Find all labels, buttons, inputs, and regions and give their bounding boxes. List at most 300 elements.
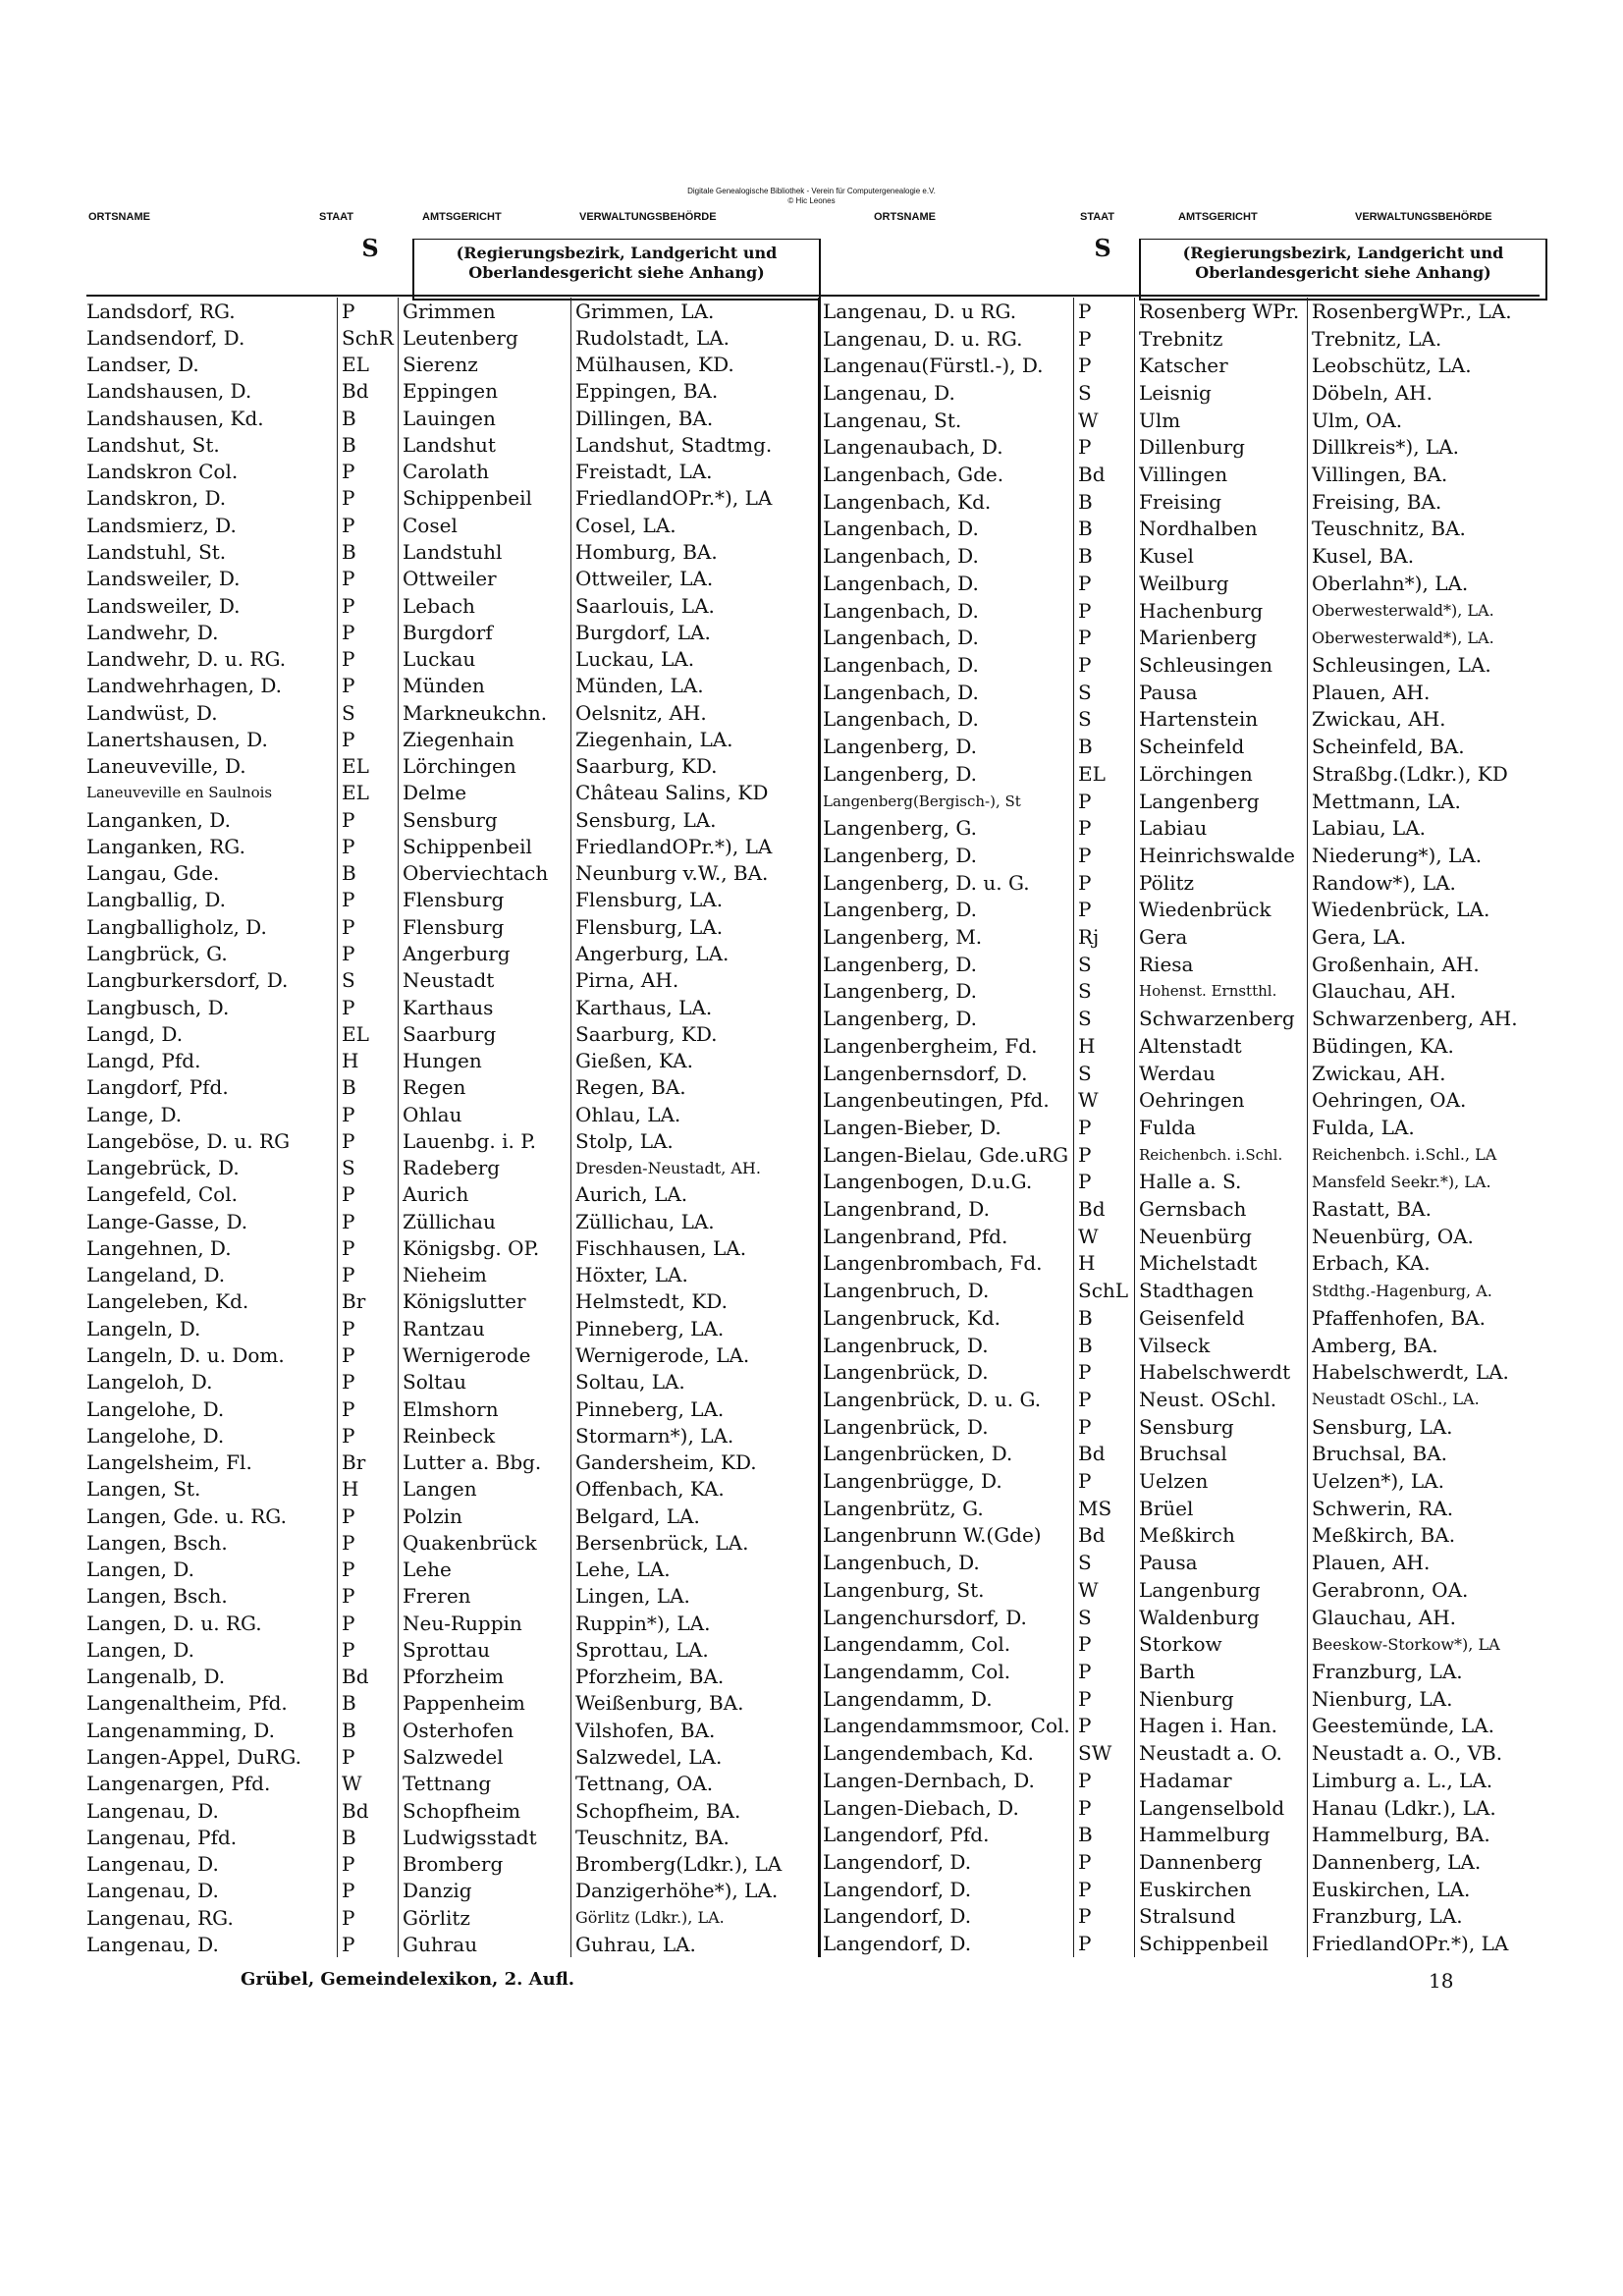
- table-row: [823, 542, 1540, 570]
- administration-cell: Cosel, LA.: [570, 512, 818, 538]
- table-row: [86, 1155, 818, 1181]
- district-court-cell: Ottweiler: [398, 566, 570, 592]
- place-name-cell: Langen-Appel, DuRG.: [86, 1744, 301, 1769]
- table-row: [86, 994, 818, 1020]
- state-cell: S: [1073, 679, 1134, 706]
- state-cell: EL: [1073, 760, 1134, 788]
- state-cell: P: [337, 1341, 398, 1368]
- table-row: [823, 733, 1540, 760]
- table-row: [823, 624, 1540, 651]
- place-name-cell: Langenau, St.: [823, 408, 962, 432]
- place-name-cell: Langenau, D.: [86, 1932, 219, 1956]
- district-court-cell: Freren: [398, 1583, 570, 1610]
- state-cell: SW: [1073, 1739, 1134, 1767]
- district-court-cell: Karthaus: [398, 994, 570, 1020]
- administration-cell: Teuschnitz, BA.: [570, 1824, 818, 1850]
- state-cell: S: [1073, 1005, 1134, 1032]
- table-row: [823, 1169, 1540, 1196]
- district-court-cell: Schippenbeil: [1134, 1930, 1307, 1957]
- district-court-cell: Neust. OSchl.: [1134, 1386, 1307, 1413]
- table-row: [86, 459, 818, 485]
- district-court-cell: Kusel: [1134, 542, 1307, 570]
- state-cell: P: [1073, 1902, 1134, 1930]
- administration-cell: Guhrau, LA.: [570, 1931, 818, 1957]
- state-cell: P: [337, 1743, 398, 1770]
- place-name-cell: Langenbuch, D.: [823, 1551, 980, 1575]
- state-cell: B: [337, 431, 398, 458]
- administration-cell: Labiau, LA.: [1307, 814, 1540, 842]
- place-name-cell: Langendorf, D.: [823, 1932, 972, 1956]
- table-row: [823, 1658, 1540, 1685]
- table-row: [86, 592, 818, 619]
- district-court-cell: Habelschwerdt: [1134, 1358, 1307, 1386]
- administration-cell: Tettnang, OA.: [570, 1771, 818, 1797]
- table-row: [823, 1386, 1540, 1413]
- state-cell: P: [1073, 1876, 1134, 1903]
- place-name-cell: Langenbach, D.: [823, 680, 979, 704]
- administration-cell: Sensburg, LA.: [1307, 1413, 1540, 1441]
- administration-cell: Meßkirch, BA.: [1307, 1522, 1540, 1550]
- header-amtsgericht-right: AMTSGERICHT: [1178, 211, 1258, 223]
- administration-cell: Dannenberg, LA.: [1307, 1848, 1540, 1876]
- administration-cell: Wiedenbrück, LA.: [1307, 896, 1540, 923]
- state-cell: P: [1073, 1685, 1134, 1713]
- place-name-cell: Langballigholz, D.: [86, 914, 267, 939]
- administration-cell: Eppingen, BA.: [570, 378, 818, 405]
- administration-cell: Oehringen, OA.: [1307, 1086, 1540, 1114]
- administration-cell: Freising, BA.: [1307, 488, 1540, 516]
- administration-cell: Neuenbürg, OA.: [1307, 1223, 1540, 1250]
- administration-cell: Pforzheim, BA.: [570, 1664, 818, 1690]
- table-row: [86, 1824, 818, 1850]
- state-cell: Bd: [337, 378, 398, 405]
- state-cell: P: [337, 1850, 398, 1877]
- place-name-cell: Langdorf, Pfd.: [86, 1075, 229, 1100]
- administration-cell: Scheinfeld, BA.: [1307, 733, 1540, 760]
- administration-cell: Landshut, Stadtmg.: [570, 431, 818, 458]
- state-cell: P: [1073, 869, 1134, 897]
- district-court-cell: Marienberg: [1134, 624, 1307, 651]
- place-name-cell: Langenbruck, D.: [823, 1333, 989, 1357]
- place-name-cell: Langanken, D.: [86, 807, 231, 832]
- administration-cell: Zwickau, AH.: [1307, 1060, 1540, 1087]
- administration-cell: Belgard, LA.: [570, 1503, 818, 1529]
- administration-cell: Gandersheim, KD.: [570, 1449, 818, 1475]
- place-name-cell: Langenargen, Pfd.: [86, 1772, 271, 1796]
- administration-cell: Hanau (Ldkr.), LA.: [1307, 1794, 1540, 1822]
- administration-cell: Freistadt, LA.: [570, 459, 818, 485]
- place-name-cell: Laneuveville, D.: [86, 754, 246, 779]
- district-court-cell: Neu-Ruppin: [398, 1610, 570, 1636]
- subheader-note-right: (Regierungsbezirk, Landgericht und Oberlandesgericht siehe Anhang): [1139, 239, 1547, 301]
- state-cell: W: [1073, 1576, 1134, 1604]
- administration-cell: Dillkreis*), LA.: [1307, 434, 1540, 462]
- table-row: [823, 1141, 1540, 1169]
- place-name-cell: Langen-Diebach, D.: [823, 1795, 1019, 1820]
- table-row: [86, 1503, 818, 1529]
- place-name-cell: Langbusch, D.: [86, 995, 230, 1019]
- district-court-cell: Carolath: [398, 459, 570, 485]
- district-court-cell: Lutter a. Bbg.: [398, 1449, 570, 1475]
- administration-cell: Gera, LA.: [1307, 923, 1540, 951]
- administration-cell: Mansfeld Seekr.*), LA.: [1307, 1169, 1540, 1196]
- table-row: [823, 706, 1540, 734]
- place-name-cell: Langenbrück, D. u. G.: [823, 1387, 1042, 1411]
- place-name-cell: Landskron Col.: [86, 460, 239, 484]
- district-court-cell: Heinrichswalde: [1134, 842, 1307, 869]
- place-name-cell: Landwehrhagen, D.: [86, 674, 283, 698]
- place-name-cell: Langenau, RG.: [86, 1905, 234, 1930]
- district-court-cell: Hohenst. Ernstthl.: [1134, 978, 1307, 1006]
- table-row: [86, 1743, 818, 1770]
- table-row: [823, 516, 1540, 543]
- district-court-cell: Euskirchen: [1134, 1876, 1307, 1903]
- place-name-cell: Langenberg, D.: [823, 735, 978, 759]
- district-court-cell: Ohlau: [398, 1101, 570, 1127]
- table-row: [823, 842, 1540, 869]
- administration-cell: Rudolstadt, LA.: [570, 324, 818, 351]
- place-name-cell: Langeln, D.: [86, 1316, 201, 1340]
- district-court-cell: Königslutter: [398, 1288, 570, 1315]
- header-amtsgericht-left: AMTSGERICHT: [422, 211, 502, 223]
- table-row: [823, 407, 1540, 434]
- administration-cell: Stormarn*), LA.: [570, 1422, 818, 1449]
- state-cell: P: [337, 1127, 398, 1154]
- district-court-cell: Elmshorn: [398, 1395, 570, 1422]
- district-court-cell: Wiedenbrück: [1134, 896, 1307, 923]
- administration-cell: Plauen, AH.: [1307, 1549, 1540, 1576]
- administration-cell: Straßbg.(Ldkr.), KD: [1307, 760, 1540, 788]
- district-court-cell: Pausa: [1134, 679, 1307, 706]
- place-name-cell: Langenbach, D.: [823, 626, 979, 650]
- table-row: [823, 651, 1540, 679]
- administration-cell: Château Salins, KD: [570, 780, 818, 806]
- state-cell: B: [337, 1074, 398, 1101]
- state-cell: EL: [337, 352, 398, 378]
- table-row: [823, 1032, 1540, 1060]
- state-cell: S: [337, 699, 398, 726]
- administration-cell: Pinneberg, LA.: [570, 1395, 818, 1422]
- place-name-cell: Langenberg, D.: [823, 761, 978, 786]
- state-cell: P: [1073, 788, 1134, 815]
- place-name-cell: Langenberg, G.: [823, 816, 977, 841]
- place-name-cell: Langen-Dernbach, D.: [823, 1768, 1035, 1792]
- place-name-cell: Langendamm, Col.: [823, 1660, 1011, 1683]
- administration-cell: Gerabronn, OA.: [1307, 1576, 1540, 1604]
- table-row: [86, 1717, 818, 1743]
- administration-cell: Neunburg v.W., BA.: [570, 860, 818, 887]
- district-court-cell: Lehe: [398, 1556, 570, 1582]
- table-row: [86, 1422, 818, 1449]
- state-cell: Bd: [1073, 1522, 1134, 1550]
- district-court-cell: Vilseck: [1134, 1332, 1307, 1359]
- place-name-cell: Langen, D. u. RG.: [86, 1611, 262, 1635]
- state-cell: P: [1073, 624, 1134, 651]
- administration-cell: Randow*), LA.: [1307, 869, 1540, 897]
- administration-cell: Bromberg(Ldkr.), LA: [570, 1850, 818, 1877]
- place-name-cell: Langenbrück, D.: [823, 1360, 989, 1385]
- district-court-cell: Aurich: [398, 1181, 570, 1208]
- administration-cell: Vilshofen, BA.: [570, 1717, 818, 1743]
- state-cell: P: [337, 806, 398, 833]
- table-row: [86, 699, 818, 726]
- state-cell: P: [337, 592, 398, 619]
- place-name-cell: Landwehr, D. u. RG.: [86, 647, 287, 672]
- district-court-cell: Tettnang: [398, 1771, 570, 1797]
- table-row: [823, 352, 1540, 379]
- district-court-cell: Sprottau: [398, 1636, 570, 1663]
- district-court-cell: Langenselbold: [1134, 1794, 1307, 1822]
- place-name-cell: Langenbrand, Pfd.: [823, 1224, 1008, 1248]
- district-court-cell: Nordhalben: [1134, 516, 1307, 543]
- administration-cell: Reichenbch. i.Schl., LA: [1307, 1141, 1540, 1169]
- state-cell: P: [337, 459, 398, 485]
- state-cell: H: [337, 1476, 398, 1503]
- table-row: [823, 1005, 1540, 1032]
- state-cell: P: [337, 298, 398, 324]
- state-cell: P: [337, 994, 398, 1020]
- place-name-cell: Laneuveville en Saulnois: [86, 784, 273, 802]
- state-cell: P: [1073, 1658, 1134, 1685]
- state-cell: Bd: [1073, 1195, 1134, 1223]
- district-court-cell: Waldenburg: [1134, 1604, 1307, 1631]
- place-name-cell: Langenbach, D.: [823, 652, 979, 677]
- district-court-cell: Sierenz: [398, 352, 570, 378]
- state-cell: P: [337, 913, 398, 940]
- district-court-cell: Salzwedel: [398, 1743, 570, 1770]
- table-row: [86, 1878, 818, 1904]
- district-court-cell: Uelzen: [1134, 1467, 1307, 1495]
- state-cell: S: [337, 1155, 398, 1181]
- table-row: [86, 1797, 818, 1824]
- state-cell: S: [1073, 379, 1134, 407]
- place-name-cell: Langenburg, St.: [823, 1577, 985, 1602]
- state-cell: B: [1073, 542, 1134, 570]
- district-court-cell: Langenberg: [1134, 788, 1307, 815]
- place-name-cell: Langenbrücken, D.: [823, 1442, 1013, 1466]
- place-name-cell: Langanken, RG.: [86, 834, 245, 858]
- table-row: [823, 1767, 1540, 1794]
- table-row: [86, 1529, 818, 1556]
- table-row: [86, 1208, 818, 1234]
- administration-cell: Soltau, LA.: [570, 1369, 818, 1395]
- state-cell: P: [337, 1315, 398, 1341]
- state-cell: P: [1073, 896, 1134, 923]
- state-cell: SchL: [1073, 1277, 1134, 1304]
- place-name-cell: Langeböse, D. u. RG: [86, 1128, 291, 1153]
- district-court-cell: Riesa: [1134, 951, 1307, 978]
- place-name-cell: Landser, D.: [86, 353, 199, 377]
- district-court-cell: Landstuhl: [398, 538, 570, 565]
- place-name-cell: Langen, Bsch.: [86, 1584, 228, 1609]
- administration-cell: Neustadt OSchl., LA.: [1307, 1386, 1540, 1413]
- administration-cell: Plauen, AH.: [1307, 679, 1540, 706]
- state-cell: P: [337, 1636, 398, 1663]
- district-court-cell: Rantzau: [398, 1315, 570, 1341]
- state-cell: S: [1073, 706, 1134, 734]
- table-row: [823, 869, 1540, 897]
- table-row: [86, 753, 818, 780]
- district-court-cell: Flensburg: [398, 913, 570, 940]
- place-name-cell: Langenberg, M.: [823, 925, 983, 950]
- district-court-cell: Stralsund: [1134, 1902, 1307, 1930]
- administration-cell: Aurich, LA.: [570, 1181, 818, 1208]
- administration-cell: Oberlahn*), LA.: [1307, 570, 1540, 597]
- place-name-cell: Langenbrombach, Fd.: [823, 1251, 1043, 1276]
- place-name-cell: Langendamm, Col.: [823, 1632, 1011, 1657]
- table-row: [823, 488, 1540, 516]
- table-row: [823, 597, 1540, 625]
- table-row: [823, 1086, 1540, 1114]
- table-row: [823, 760, 1540, 788]
- district-court-cell: Hachenburg: [1134, 597, 1307, 625]
- district-court-cell: Meßkirch: [1134, 1522, 1307, 1550]
- district-court-cell: Markneukchn.: [398, 699, 570, 726]
- place-name-cell: Langenberg, D.: [823, 898, 978, 922]
- place-name-cell: Langenbrütz, G.: [823, 1496, 984, 1520]
- administration-cell: FriedlandOPr.*), LA: [1307, 1930, 1540, 1957]
- staat-symbol-left: S: [361, 234, 379, 262]
- table-row: [86, 833, 818, 859]
- place-name-cell: Langeleben, Kd.: [86, 1289, 249, 1314]
- place-name-cell: Langenbergheim, Fd.: [823, 1033, 1038, 1058]
- table-row: [823, 1114, 1540, 1141]
- district-court-cell: Weilburg: [1134, 570, 1307, 597]
- table-row: [823, 1902, 1540, 1930]
- table-row: [86, 1074, 818, 1101]
- administration-cell: Uelzen*), LA.: [1307, 1467, 1540, 1495]
- place-name-cell: Landsendorf, D.: [86, 325, 245, 350]
- administration-cell: Fulda, LA.: [1307, 1114, 1540, 1141]
- table-row: [823, 1441, 1540, 1468]
- table-row: [86, 1904, 818, 1931]
- place-name-cell: Langeland, D.: [86, 1263, 226, 1287]
- administration-cell: Trebnitz, LA.: [1307, 325, 1540, 353]
- place-name-cell: Langenamming, D.: [86, 1718, 275, 1742]
- state-cell: Bd: [337, 1664, 398, 1690]
- state-cell: Rj: [1073, 923, 1134, 951]
- administration-cell: Görlitz (Ldkr.), LA.: [570, 1904, 818, 1931]
- district-court-cell: Hartenstein: [1134, 706, 1307, 734]
- district-court-cell: Guhrau: [398, 1931, 570, 1957]
- district-court-cell: Soltau: [398, 1369, 570, 1395]
- district-court-cell: Pölitz: [1134, 869, 1307, 897]
- table-row: [86, 1850, 818, 1877]
- place-name-cell: Langenau, D.: [86, 1852, 219, 1877]
- state-cell: P: [1073, 1141, 1134, 1169]
- administration-cell: Rastatt, BA.: [1307, 1195, 1540, 1223]
- state-cell: B: [1073, 1304, 1134, 1332]
- state-cell: P: [1073, 1848, 1134, 1876]
- administration-cell: Ulm, OA.: [1307, 407, 1540, 434]
- administration-cell: Schwarzenberg, AH.: [1307, 1005, 1540, 1032]
- place-name-cell: Landsmierz, D.: [86, 513, 237, 537]
- state-cell: P: [337, 673, 398, 699]
- place-name-cell: Langenbach, Gde.: [823, 463, 1004, 487]
- place-name-cell: Langehnen, D.: [86, 1235, 232, 1260]
- administration-cell: Franzburg, LA.: [1307, 1658, 1540, 1685]
- state-cell: P: [1073, 1713, 1134, 1740]
- table-row: [86, 298, 818, 324]
- state-cell: Bd: [337, 1797, 398, 1824]
- district-court-cell: Lauingen: [398, 405, 570, 431]
- place-name-cell: Langeln, D. u. Dom.: [86, 1342, 285, 1367]
- state-cell: MS: [1073, 1495, 1134, 1522]
- table-row: [823, 1794, 1540, 1822]
- place-name-cell: Lange-Gasse, D.: [86, 1209, 248, 1233]
- place-name-cell: Langburkersdorf, D.: [86, 968, 289, 993]
- administration-cell: Dresden-Neustadt, AH.: [570, 1155, 818, 1181]
- place-name-cell: Landsdorf, RG.: [86, 299, 236, 323]
- header-staat-right: STAAT: [1080, 211, 1115, 223]
- district-court-cell: Radeberg: [398, 1155, 570, 1181]
- place-name-cell: Lange, D.: [86, 1102, 183, 1126]
- administration-cell: Ottweiler, LA.: [570, 566, 818, 592]
- administration-cell: Amberg, BA.: [1307, 1332, 1540, 1359]
- district-court-cell: Münden: [398, 673, 570, 699]
- state-cell: B: [1073, 516, 1134, 543]
- administration-cell: Wernigerode, LA.: [570, 1341, 818, 1368]
- copyright-credit: © Hic Leones: [787, 196, 836, 205]
- administration-cell: Schopfheim, BA.: [570, 1797, 818, 1824]
- state-cell: B: [1073, 1821, 1134, 1848]
- administration-cell: Döbeln, AH.: [1307, 379, 1540, 407]
- table-row: [823, 1630, 1540, 1658]
- administration-cell: FriedlandOPr.*), LA: [570, 485, 818, 512]
- table-row: [823, 1332, 1540, 1359]
- district-court-cell: Regen: [398, 1074, 570, 1101]
- state-cell: P: [337, 833, 398, 859]
- district-court-cell: Osterhofen: [398, 1717, 570, 1743]
- administration-cell: Saarlouis, LA.: [570, 592, 818, 619]
- table-row: [86, 860, 818, 887]
- district-court-cell: Lörchingen: [1134, 760, 1307, 788]
- place-name-cell: Langenbach, Kd.: [823, 489, 992, 514]
- table-row: [823, 1223, 1540, 1250]
- table-row: [823, 978, 1540, 1006]
- state-cell: P: [1073, 1930, 1134, 1957]
- header-rule: [86, 295, 1540, 297]
- district-court-cell: Neustadt a. O.: [1134, 1739, 1307, 1767]
- place-name-cell: Langendorf, D.: [823, 1904, 972, 1929]
- state-cell: P: [1073, 1630, 1134, 1658]
- district-court-cell: Michelstadt: [1134, 1250, 1307, 1278]
- place-name-cell: Langenbach, D.: [823, 598, 979, 623]
- district-court-cell: Hadamar: [1134, 1767, 1307, 1794]
- place-name-cell: Landshut, St.: [86, 432, 220, 457]
- state-cell: H: [337, 1047, 398, 1073]
- administration-cell: Helmstedt, KD.: [570, 1288, 818, 1315]
- place-name-cell: Langenberg, D.: [823, 979, 978, 1004]
- state-cell: H: [1073, 1032, 1134, 1060]
- state-cell: P: [1073, 570, 1134, 597]
- administration-cell: Büdingen, KA.: [1307, 1032, 1540, 1060]
- administration-cell: Schleusingen, LA.: [1307, 651, 1540, 679]
- administration-cell: Lingen, LA.: [570, 1583, 818, 1610]
- administration-cell: Pfaffenhofen, BA.: [1307, 1304, 1540, 1332]
- table-row: [86, 512, 818, 538]
- state-cell: B: [337, 860, 398, 887]
- table-row: [823, 896, 1540, 923]
- administration-cell: Weißenburg, BA.: [570, 1690, 818, 1717]
- place-name-cell: Langendamm, D.: [823, 1686, 993, 1711]
- district-court-cell: Trebnitz: [1134, 325, 1307, 353]
- table-row: [86, 1664, 818, 1690]
- place-name-cell: Langbrück, G.: [86, 942, 228, 965]
- district-court-cell: Dillenburg: [1134, 434, 1307, 462]
- state-cell: P: [1073, 1413, 1134, 1441]
- district-court-cell: Ulm: [1134, 407, 1307, 434]
